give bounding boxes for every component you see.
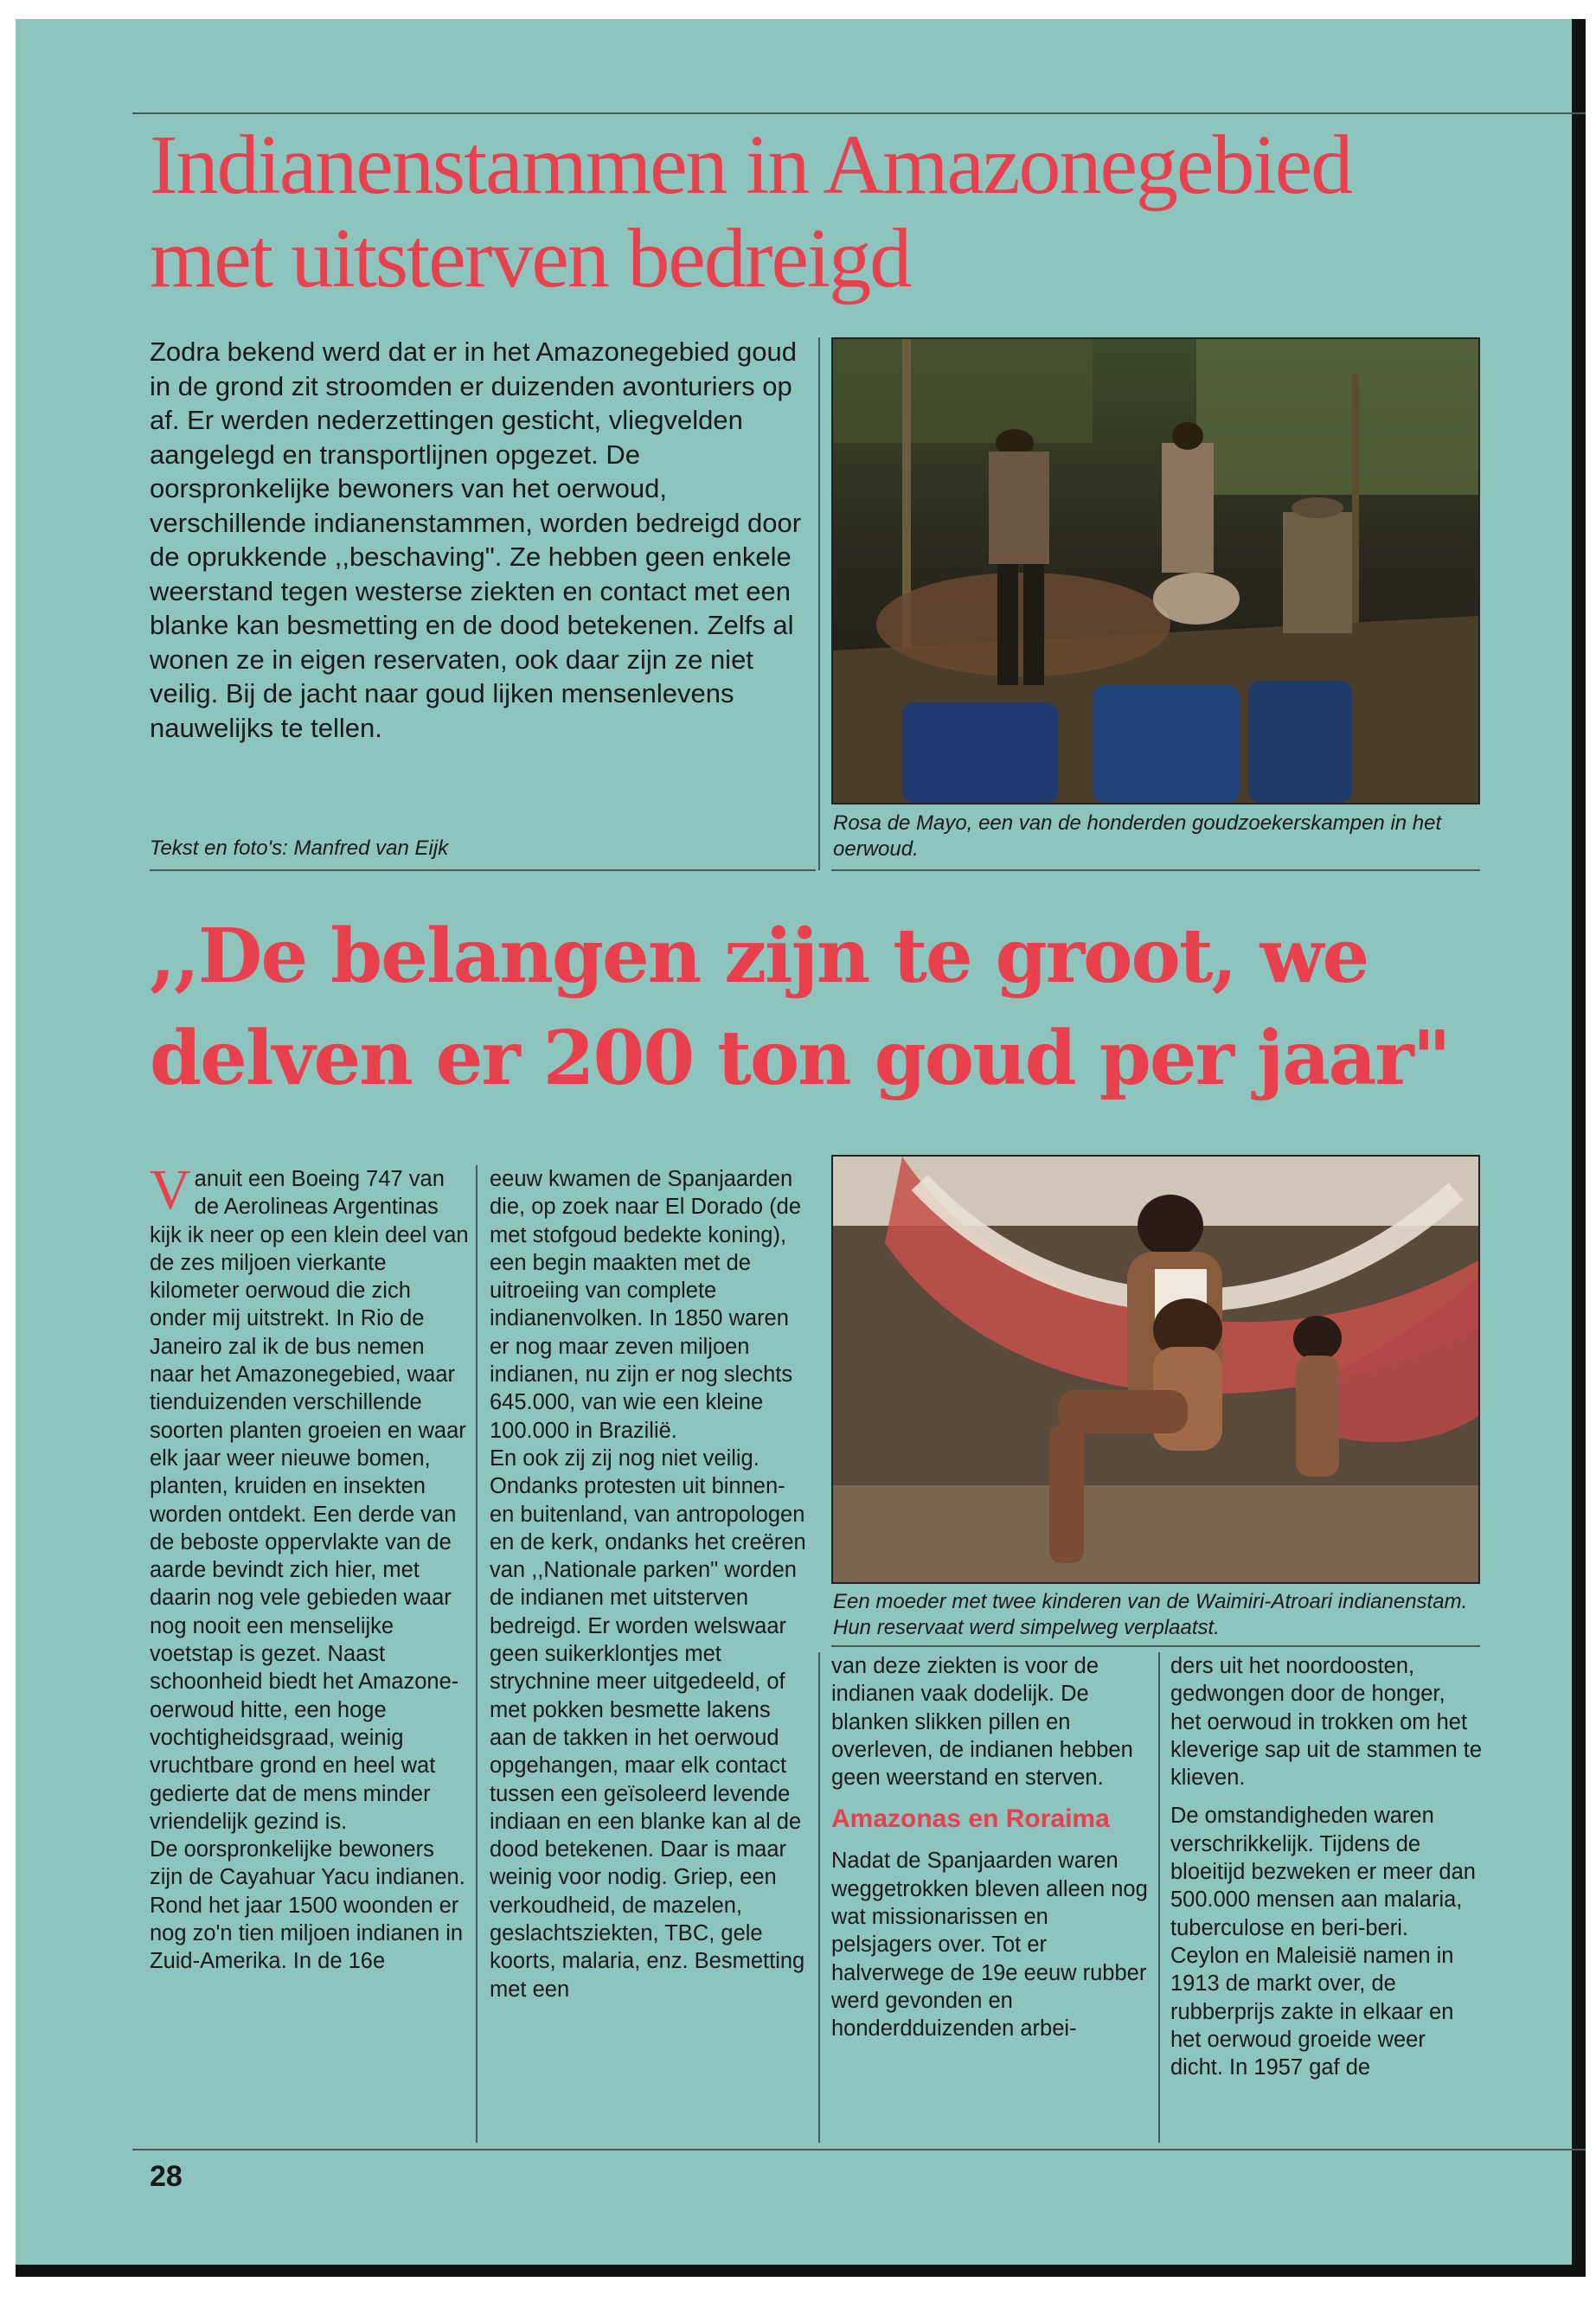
gold-camp-caption: Rosa de Mayo, een van de honderden goudzoekerskampen in het oerwoud. xyxy=(833,811,1442,861)
caption-rule xyxy=(831,1645,1480,1647)
col4-paragraph-3: Ceylon en Maleisië namen in 1913 de markt over, de rubberprijs zakte in elkaar en het oerwoud groeide weer dicht. In 1957 gaf de xyxy=(1170,1943,1454,2080)
article1-title-line1: Indianenstammen in Amazonegebied xyxy=(150,119,1352,212)
hammock-photo xyxy=(831,1155,1480,1584)
col4-paragraph-2: De omstandigheden waren verschrikkelijk. Tijdens de bloeitijd bezweken er meer dan 500.000 mensen aan malaria, tuberculose en beri-beri. xyxy=(1170,1804,1476,1940)
column-rule-1 xyxy=(476,1165,478,2143)
hammock-caption: Een moeder met twee kinderen van de Waimiri-Atroari indianenstam. Hun reservaat werd simpelweg verplaatst. xyxy=(833,1590,1468,1639)
body-column-1 xyxy=(150,1158,471,1976)
article1-title-line2: met uitsterven bedreigd xyxy=(150,212,911,305)
gold-camp-photo xyxy=(831,337,1480,804)
amazonas-subhead: Amazonas en Roraima xyxy=(831,1804,1110,1834)
section-rule-left xyxy=(150,869,816,871)
col2-paragraph-2: En ook zij zij nog niet veilig. Ondanks protesten uit binnen- en buitenland, van antropologen en de kerk, ondanks het creëren van ,,Nationale parken" worden de indianen met uitsterven bedreigd. Er worden welswaar geen suikerklontjes met strychnine meer uitgedeeld, of met pokken besmette lakens aan de takken in het oerwoud opgehangen, maar elk contact tussen een geïsoleerd levende indiaan en een blanke kan al de dood betekenen. Daar is maar weinig voor nodig. Griep, een verkoudheid, de mazelen, geslachtsziekten, TBC, gele koorts, malaria, enz. Besmetting met een xyxy=(490,1445,806,2002)
hammock-photo-graphic xyxy=(833,1157,1478,1582)
body-column-3 xyxy=(831,1652,1151,2043)
article1-credit: Tekst en foto's: Manfred van Eijk xyxy=(150,836,449,860)
col1-paragraph-2: De oorspronkelijke bewoners zijn de Cayahuar Yacu indianen. Rond het jaar 1500 woonden er nog zo'n tien miljoen indianen in Zuid-Amerika. In de 16e xyxy=(150,1837,465,1974)
gold-camp-photo-graphic xyxy=(833,339,1478,803)
article2-title-line1: ,,De belangen zijn te groot, we xyxy=(150,913,1368,1000)
column-rule-2 xyxy=(818,1652,820,2143)
col4-paragraph-1: ders uit het noordoosten, gedwongen door de honger, het oerwoud in trokken om het kleverige sap uit de stammen te klieven. xyxy=(1170,1654,1483,1791)
col3-paragraph-1: van deze ziekten is voor de indianen vaak dodelijk. De blanken slikken pillen en overleven, de indianen hebben geen weerstand en sterven. xyxy=(831,1654,1133,1791)
col1-paragraph-1 xyxy=(150,1158,471,1836)
col3-paragraph-2: Nadat de Spanjaarden waren weggetrokken bleven alleen nog wat missionarissen en pelsjagers over. Tot er halverwege de 19e eeuw rubber werd gevonden en honderdduizenden arbei- xyxy=(831,1849,1148,2041)
magazine-page xyxy=(16,19,1586,2277)
article1-title xyxy=(150,119,1499,305)
body-column-4 xyxy=(1170,1652,1482,2081)
bottom-rule xyxy=(132,2149,1586,2150)
col2-paragraph-1: eeuw kwamen de Spanjaarden die, op zoek naar El Dorado (de met stofgoud bedekte koning), een begin maakten met de uitroeiing van complete indianenvolken. In 1850 waren er nog maar zeven miljoen indianen, nu zijn er nog slechts 645.000, van wie een kleine 100.000 in Brazilië. xyxy=(490,1167,802,1443)
drop-cap: V xyxy=(150,1158,191,1221)
col1-first-text: anuit een Boeing 747 van de Aerolineas Argentinas kijk ik neer op een klein deel van de zes miljoen vierkante kilometer oerwoud die zich onder mij uitstrekt. In Rio de Janeiro zal ik de bus nemen naar het Amazonegebied, waar tienduizenden verschillende soorten planten groeien en waar elk jaar weer nieuwe bomen, planten, kruiden en insekten worden ontdekt. Een derde van de beboste oppervlakte van de aarde bevindt zich hier, met daarin nog vele gebieden waar nog nooit een menselijke voetstap is gezet. Naast schoonheid biedt het Amazone-oerwoud hitte, een hoge vochtigheidsgraad, weinig vruchtbare grond en heel wat gedierte dat de mens minder vriendelijk gezind is. xyxy=(150,1167,469,1834)
intro-vertical-rule xyxy=(818,337,820,870)
body-column-2 xyxy=(490,1165,810,2003)
column-rule-3 xyxy=(1158,1652,1160,2143)
top-rule xyxy=(132,112,1586,114)
page-number: 28 xyxy=(150,2160,183,2193)
article2-title xyxy=(150,906,1499,1110)
article1-intro: Zodra bekend werd dat er in het Amazonegebied goud in de grond zit stroomden er duizenden avonturiers op af. Er werden nederzettingen gesticht, vliegvelden aangelegd en transportlijnen opgezet. De oorspronkelijke bewoners van het oerwoud, verschillende indianenstammen, worden bedreigd door de oprukkende ,,beschaving". Ze hebben geen enkele weerstand tegen westerse ziekten en contact met een blanke kan besmetting en de dood betekenen. Zelfs al wonen ze in eigen reservaten, ook daar zijn ze niet veilig. Bij de jacht naar goud lijken mensenlevens nauwelijks te tellen. xyxy=(150,336,802,743)
article2-title-line2: delven er 200 ton goud per jaar" xyxy=(150,1015,1450,1102)
section-rule-right xyxy=(831,869,1480,871)
